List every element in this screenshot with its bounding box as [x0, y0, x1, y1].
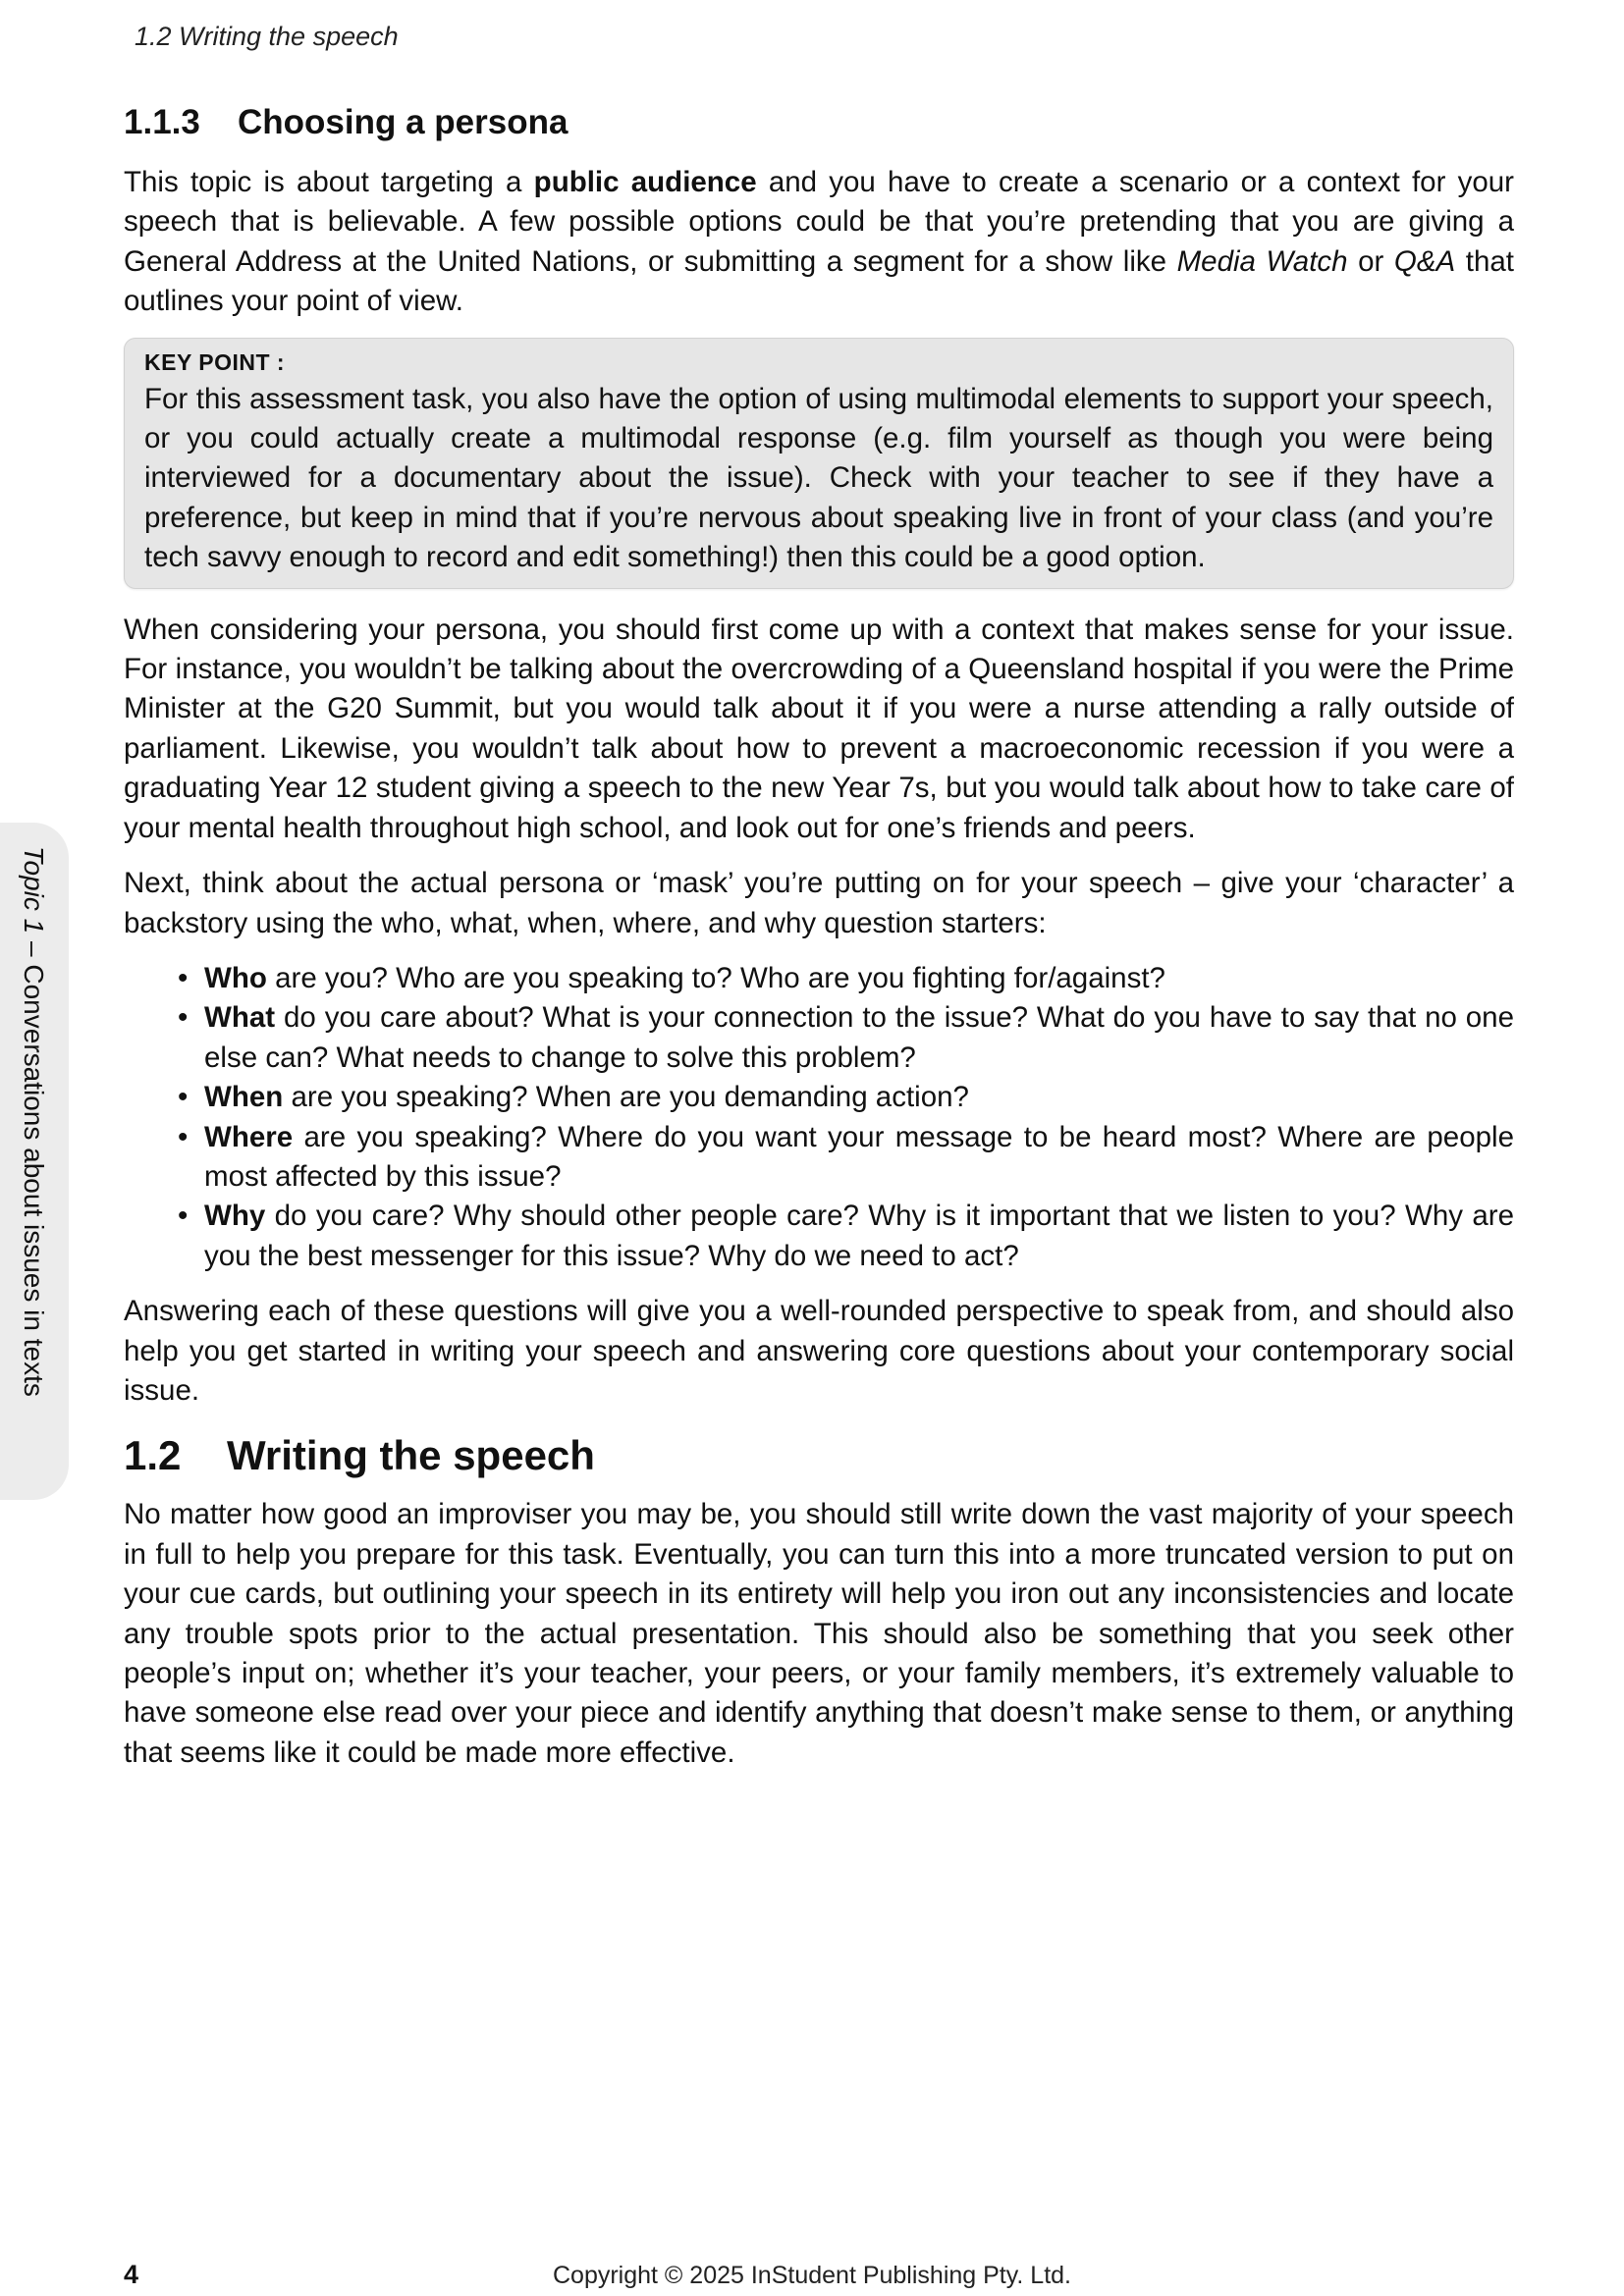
topic-label: Topic 1 [19, 846, 49, 934]
subsection-title: Choosing a persona [238, 103, 568, 141]
subsection-heading [124, 100, 1514, 145]
list-item [178, 1118, 1514, 1198]
copyright-notice: Copyright © 2025 InStudent Publishing Pty. Ltd. [552, 2262, 1071, 2289]
page-number: 4 [124, 2260, 139, 2289]
list-item [178, 1197, 1514, 1276]
section-title: Writing the speech [227, 1432, 595, 1479]
question-text: are you? Who are you speaking to? Who are you fighting for/against? [266, 961, 1165, 994]
question-keyword: Where [204, 1120, 294, 1153]
section-heading [124, 1430, 1514, 1481]
question-starters-list [124, 959, 1514, 1276]
context-paragraph: When considering your persona, you should first come up with a context that makes sense for your issue. For instance, you wouldn’t be talking about the overcrowding of a Queensland hospital if you were the Prime Minister at the G20 Summit, but you would talk about it if you were a nurse attending a rally outside of parliament. Likewise, you wouldn’t talk about how to prevent a macroeconomic recession if you were a graduating Year 12 student giving a speech to the new Year 7s, but you would talk about how to take care of your mental health throughout high school, and look out for one’s friends and peers. [124, 613, 1514, 844]
question-keyword: Why [204, 1200, 266, 1233]
question-text: are you speaking? When are you demanding action? [283, 1081, 969, 1114]
running-header: 1.2 Writing the speech [135, 22, 399, 51]
page-content [124, 100, 1514, 1789]
list-item [178, 959, 1514, 998]
section-body-paragraph: No matter how good an improviser you may be, you should still write down the vast majority of your speech in full to help you prepare for this task. Eventually, you can turn this into a more truncated version to put on your cue cards, but outlining your speech in its entirety will help you iron out any inconsistencies and locate any trouble spots prior to the actual presentation. This should also be something that you seek other people’s input on; whether it’s your teacher, your peers, or your family members, it’s extremely valuable to have someone else read over your piece and identify anything that doesn’t make sense to them, or anything that seems like it could be made more effective. [124, 1498, 1514, 1769]
intro-text: or [1347, 244, 1394, 278]
intro-text: that outlines your point of view. [124, 244, 1514, 318]
bullet: • [178, 1081, 189, 1114]
topic-separator: – [19, 934, 49, 965]
question-text: are you speaking? Where do you want your message to be heard most? Where are people most affected by this issue? [204, 1120, 1514, 1193]
next-paragraph: Next, think about the actual persona or ‘mask’ you’re putting on for your speech – give your ‘character’ a backstory using the who, what, when, where, and why question starters: [124, 867, 1514, 939]
question-keyword: What [204, 1001, 276, 1035]
bullet: • [178, 961, 189, 994]
section-number: 1.2 [124, 1432, 182, 1479]
intro-italic-qa: Q&A [1393, 244, 1456, 278]
question-text: do you care? Why should other people care? Why is it important that we listen to you? Why are you the best messenger for this issue? Why do we need to act? [204, 1200, 1514, 1272]
intro-text: and you have to create a scenario or a context for your speech that is believable. A few possible options could be that you’re pretending that you are giving a General Address at the United Nations, or submitting a segment for a show like [124, 166, 1515, 278]
key-point-body: For this assessment task, you also have the option of using multimodal elements to support your speech, or you could actually create a multimodal response (e.g. film yourself as though you were being interviewed for a documentary about the issue). Check with your teacher to see if they have a preference, but keep in mind that if you’re nervous about speaking live in front of your class (and you’re tech savvy enough to record and edit something!) then this could be a good option. [144, 382, 1493, 574]
list-item [178, 998, 1514, 1078]
subsection-number: 1.1.3 [124, 103, 200, 141]
topic-title: Conversations about issues in texts [19, 964, 49, 1397]
question-keyword: When [204, 1081, 284, 1114]
key-point-box [124, 338, 1514, 589]
topic-side-tab-label [18, 846, 49, 1397]
intro-bold-public-audience: public audience [533, 166, 757, 198]
bullet: • [178, 1200, 189, 1233]
intro-text: This topic is about targeting a [124, 166, 534, 198]
intro-paragraph [124, 163, 1514, 322]
key-point-title: KEY POINT : [144, 348, 286, 375]
bullet: • [178, 1001, 189, 1035]
bullet: • [178, 1120, 189, 1153]
intro-italic-media-watch: Media Watch [1176, 244, 1348, 278]
question-keyword: Who [204, 961, 267, 994]
list-item [178, 1078, 1514, 1117]
question-text: do you care about? What is your connection to the issue? What do you have to say that no one else can? What needs to change to solve this problem? [204, 1001, 1514, 1074]
answering-paragraph: Answering each of these questions will give you a well-rounded perspective to speak from, and should also help you get started in writing your speech and answering core questions about your contemporary social issue. [124, 1295, 1514, 1407]
